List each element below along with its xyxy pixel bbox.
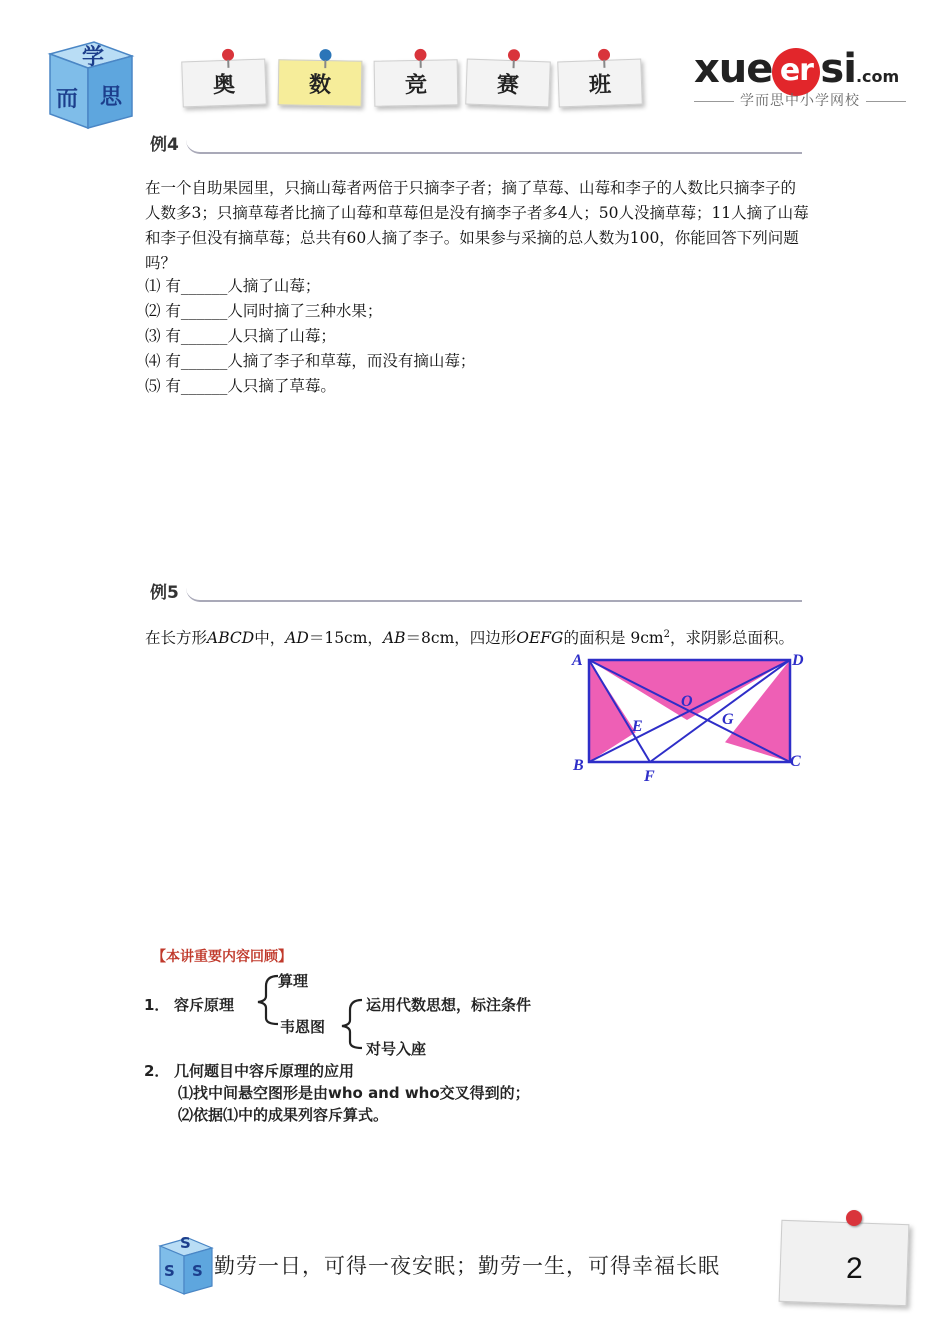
brand-part-si: si — [820, 46, 856, 92]
footer-logo-s-left: S — [164, 1262, 175, 1280]
brace-2-icon — [336, 996, 366, 1052]
example4-problem: 在一个自助果园里，只摘山莓者两倍于只摘李子者；摘了草莓、山莓和李子的人数比只摘李子的人数多3；只摘草莓者比摘了山莓和草莓但是没有摘李子者多4人；50人没摘草莓；11人摘了山莓和李子但没有摘草莓；总共有60人摘了李子。如果参与采摘的总人数为100，你能回答下列问题吗？ — [145, 179, 809, 272]
pushpin-icon — [598, 49, 610, 61]
label-o: O — [681, 693, 693, 710]
brand-part-er: er — [772, 48, 820, 96]
tab-jing — [374, 59, 459, 106]
label-d: D — [792, 652, 804, 669]
tab-jing-label: 竞 — [404, 72, 428, 98]
label-a: A — [572, 652, 583, 669]
ex5-text-c: 的面积是 9cm — [563, 629, 664, 648]
label-b: B — [573, 757, 584, 774]
label-g: G — [722, 711, 734, 728]
example4-question-5: ⑸ 有______人只摘了草莓。 — [145, 377, 336, 395]
footer-motto: 勤劳一日，可得一夜安眠；勤劳一生，可得幸福长眠 — [214, 1254, 720, 1278]
brand-subtitle-text: 学而思中小学网校 — [740, 93, 860, 109]
tab-ban — [557, 59, 643, 108]
ex5-eq-2: ＝8cm，四边形 — [405, 629, 517, 648]
tab-ao-label: 奥 — [212, 72, 236, 98]
page-number-card — [779, 1220, 910, 1306]
pushpin-icon — [414, 49, 426, 61]
cube-char-xue: 学 — [82, 45, 105, 70]
footer-logo-s-top: S — [180, 1234, 191, 1252]
pushpin-icon — [319, 49, 331, 61]
ex5-quad-name: OEFG — [516, 629, 564, 648]
tab-sai-label: 赛 — [496, 72, 520, 98]
rectangle-figure — [570, 648, 820, 788]
pushpin-icon — [508, 49, 520, 61]
ex5-superscript: 2 — [663, 629, 670, 640]
example4-label: 例4 — [150, 135, 179, 155]
review-leaf-1: 运用代数思想，标注条件 — [366, 996, 532, 1014]
example4-question-2: ⑵ 有______人同时摘了三种水果； — [145, 302, 383, 320]
label-e: E — [632, 718, 643, 735]
ex5-eq-1: ＝15cm， — [308, 629, 383, 648]
review-item2-sub2: ⑵依据⑴中的成果列容斥算式。 — [178, 1106, 389, 1124]
tab-sai — [465, 59, 551, 108]
ex5-text-d: ，求阴影总面积。 — [670, 629, 795, 648]
page-number: 2 — [846, 1252, 863, 1285]
pushpin-icon — [222, 49, 234, 61]
example4-question-4: ⑷ 有______人摘了李子和草莓，而没有摘山莓； — [145, 352, 476, 370]
ex5-seg-ad: AD — [285, 629, 309, 648]
review-section — [144, 946, 612, 1126]
brand-subtitle — [680, 90, 920, 110]
cube-char-si: 思 — [100, 85, 123, 110]
review-item2-label: 几何题目中容斥原理的应用 — [174, 1062, 355, 1080]
brand-part-xue: xue — [694, 46, 773, 92]
review-branch-1: 算理 — [278, 972, 309, 990]
ex5-rect-name: ABCD — [207, 629, 255, 648]
brand-wordmark — [694, 46, 899, 96]
example5-label: 例5 — [150, 583, 179, 603]
ex5-seg-ab: AB — [382, 629, 406, 648]
xueersi-cube-logo — [40, 36, 140, 134]
review-leaf-2: 对号入座 — [366, 1040, 427, 1058]
example4-question-1: ⑴ 有______人摘了山莓； — [145, 277, 321, 295]
tab-ban-label: 班 — [588, 72, 612, 98]
review-branch-2: 韦恩图 — [280, 1018, 326, 1036]
review-item2-sub1: ⑴找中间悬空图形是由who and who交叉得到的； — [178, 1084, 530, 1102]
review-item1-num: 1． — [144, 996, 170, 1014]
footer-logo-s-right: S — [192, 1262, 203, 1280]
tab-shu-label: 数 — [308, 72, 332, 98]
review-item2-num: 2． — [144, 1062, 170, 1080]
review-item1-label: 容斥原理 — [174, 996, 235, 1014]
brand-part-com: .com — [855, 67, 900, 86]
label-c: C — [790, 753, 801, 770]
footer-sss-logo — [154, 1234, 216, 1296]
pushpin-icon — [846, 1210, 862, 1226]
tab-ao — [181, 59, 267, 108]
review-title: 【本讲重要内容回顾】 — [152, 949, 292, 965]
example5-problem — [145, 622, 810, 651]
ex5-text-b: 中， — [254, 629, 286, 648]
label-f: F — [644, 768, 655, 785]
cube-char-er: 而 — [56, 87, 79, 112]
example4-divider — [186, 130, 802, 154]
ex5-text-a: 在长方形 — [145, 629, 208, 648]
example4-question-3: ⑶ 有______人只摘了山莓； — [145, 327, 336, 345]
example5-divider — [186, 578, 802, 602]
tab-shu — [278, 59, 363, 106]
